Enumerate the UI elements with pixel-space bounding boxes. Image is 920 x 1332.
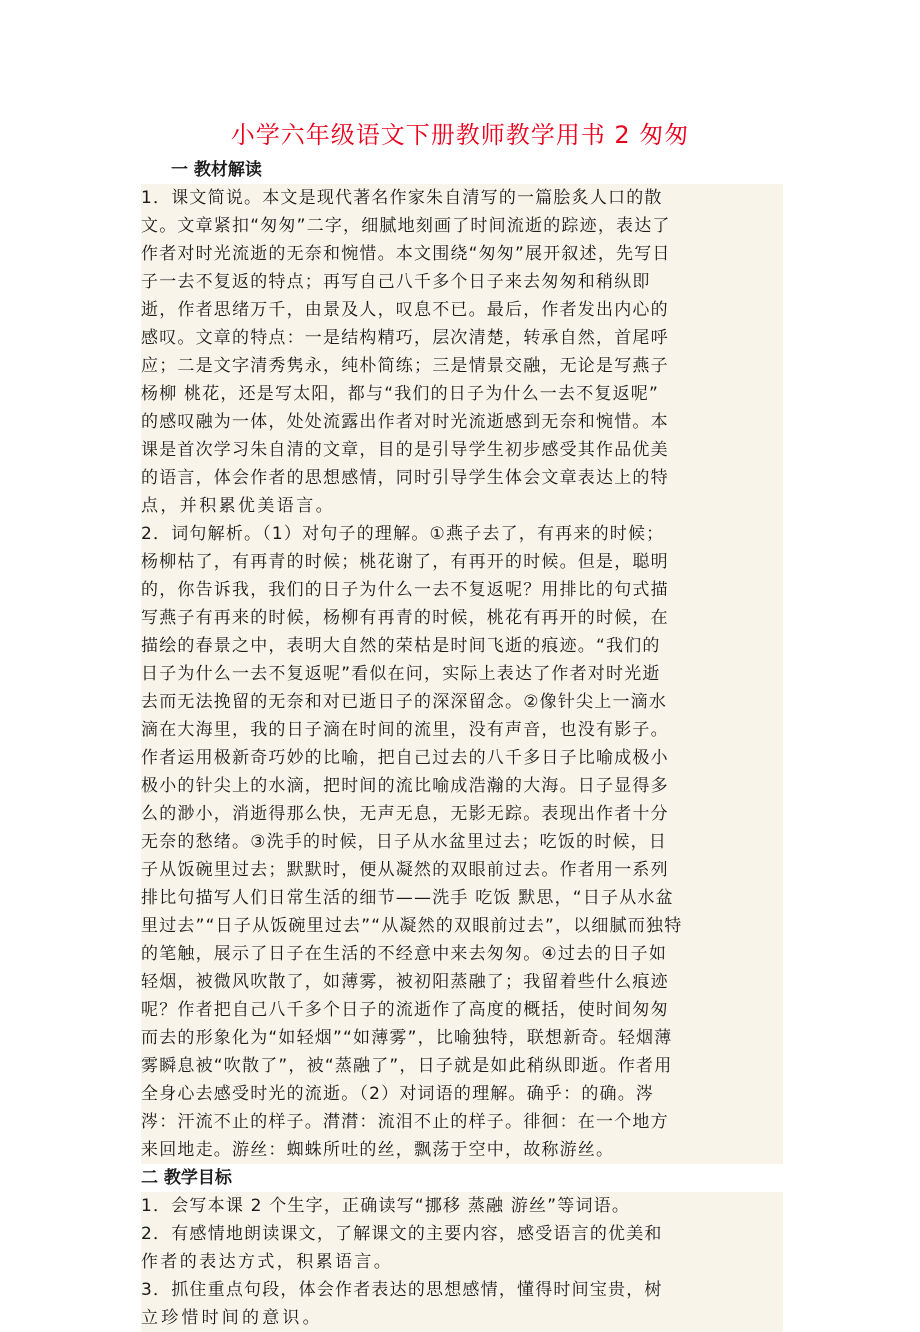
text-line: 作者的表达方式，积累语言。	[141, 1248, 783, 1276]
text-line: 3．抓住重点句段，体会作者表达的思想感情，懂得时间宝贵，树	[141, 1276, 783, 1304]
text-line: 排比句描写人们日常生活的细节——洗手 吃饭 默思，“日子从水盆	[141, 884, 783, 912]
text-line: 来回地走。游丝：蜘蛛所吐的丝，飘荡于空中，故称游丝。	[141, 1136, 783, 1164]
text-line: 雾瞬息被“吹散了”，被“蒸融了”，日子就是如此稍纵即逝。作者用	[141, 1052, 783, 1080]
text-line: 的感叹融为一体，处处流露出作者对时光流逝感到无奈和惋惜。本	[141, 408, 783, 436]
text-line: 作者对时光流逝的无奈和惋惜。本文围绕“匆匆”展开叙述，先写日	[141, 240, 783, 268]
text-line: 立珍惜时间的意识。	[141, 1304, 783, 1332]
text-line: 描绘的春景之中，表明大自然的荣枯是时间飞逝的痕迹。“我们的	[141, 632, 783, 660]
text-line: 点，并积累优美语言。	[141, 492, 783, 520]
text-line: 滴在大海里，我的日子滴在时间的流里，没有声音，也没有影子。	[141, 716, 783, 744]
text-line: 杨柳 桃花，还是写太阳，都与“我们的日子为什么一去不复返呢”	[141, 380, 783, 408]
text-line: 2．有感情地朗读课文，了解课文的主要内容，感受语言的优美和	[141, 1220, 783, 1248]
text-line: 子一去不复返的特点；再写自己八千多个日子来去匆匆和稍纵即	[141, 268, 783, 296]
text-line: 逝，作者思绪万千，由景及人，叹息不已。最后，作者发出内心的	[141, 296, 783, 324]
text-line: 么的渺小，消逝得那么快，无声无息，无影无踪。表现出作者十分	[141, 800, 783, 828]
text-line: 呢？作者把自己八千多个日子的流逝作了高度的概括，使时间匆匆	[141, 996, 783, 1024]
text-line: 的笔触，展示了日子在生活的不经意中来去匆匆。④过去的日子如	[141, 940, 783, 968]
text-line: 轻烟，被微风吹散了，如薄雾，被初阳蒸融了；我留着些什么痕迹	[141, 968, 783, 996]
text-line: 的语言，体会作者的思想感情，同时引导学生体会文章表达上的特	[141, 464, 783, 492]
text-line: 而去的形象化为“如轻烟”“如薄雾”，比喻独特，联想新奇。轻烟薄	[141, 1024, 783, 1052]
text-line: 无奈的愁绪。③洗手的时候，日子从水盆里过去；吃饭的时候，日	[141, 828, 783, 856]
text-line: 去而无法挽留的无奈和对已逝日子的深深留念。②像针尖上一滴水	[141, 688, 783, 716]
text-line: 子从饭碗里过去；默默时，便从凝然的双眼前过去。作者用一系列	[141, 856, 783, 884]
text-line: 的，你告诉我，我们的日子为什么一去不复返呢？用排比的句式描	[141, 576, 783, 604]
text-line: 应；二是文字清秀隽永，纯朴简练；三是情景交融，无论是写燕子	[141, 352, 783, 380]
text-line: 作者运用极新奇巧妙的比喻，把自己过去的八千多日子比喻成极小	[141, 744, 783, 772]
text-line: 写燕子有再来的时候，杨柳有再青的时候，桃花有再开的时候，在	[141, 604, 783, 632]
text-line: 课是首次学习朱自清的文章，目的是引导学生初步感受其作品优美	[141, 436, 783, 464]
document-title: 小学六年级语文下册教师教学用书 2 匆匆	[230, 121, 690, 149]
text-line: 2．词句解析。（1）对句子的理解。①燕子去了，有再来的时候；	[141, 520, 783, 548]
text-line: 极小的针尖上的水滴，把时间的流比喻成浩瀚的大海。日子显得多	[141, 772, 783, 800]
text-line: 感叹。文章的特点：一是结构精巧，层次清楚，转承自然，首尾呼	[141, 324, 783, 352]
text-line: 文。文章紧扣“匆匆”二字，细腻地刻画了时间流逝的踪迹，表达了	[141, 212, 783, 240]
text-line: 杨柳枯了，有再青的时候；桃花谢了，有再开的时候。但是，聪明	[141, 548, 783, 576]
text-line: 1．课文简说。本文是现代著名作家朱自清写的一篇脍炙人口的散	[141, 184, 783, 212]
text-line: 里过去”“日子从饭碗里过去”“从凝然的双眼前过去”，以细腻而独特	[141, 912, 783, 940]
section-heading-2: 二 教学目标	[141, 1168, 232, 1188]
text-line: 全身心去感受时光的流逝。（2）对词语的理解。确乎：的确。涔	[141, 1080, 783, 1108]
section-heading-1: 一 教材解读	[171, 160, 262, 180]
document-body	[141, 156, 783, 1332]
text-line: 日子为什么一去不复返呢”看似在问，实际上表达了作者对时光逝	[141, 660, 783, 688]
text-line: 1．会写本课 2 个生字，正确读写“挪移 蒸融 游丝”等词语。	[141, 1192, 783, 1220]
text-line: 涔：汗流不止的样子。潸潸：流泪不止的样子。徘徊：在一个地方	[141, 1108, 783, 1136]
